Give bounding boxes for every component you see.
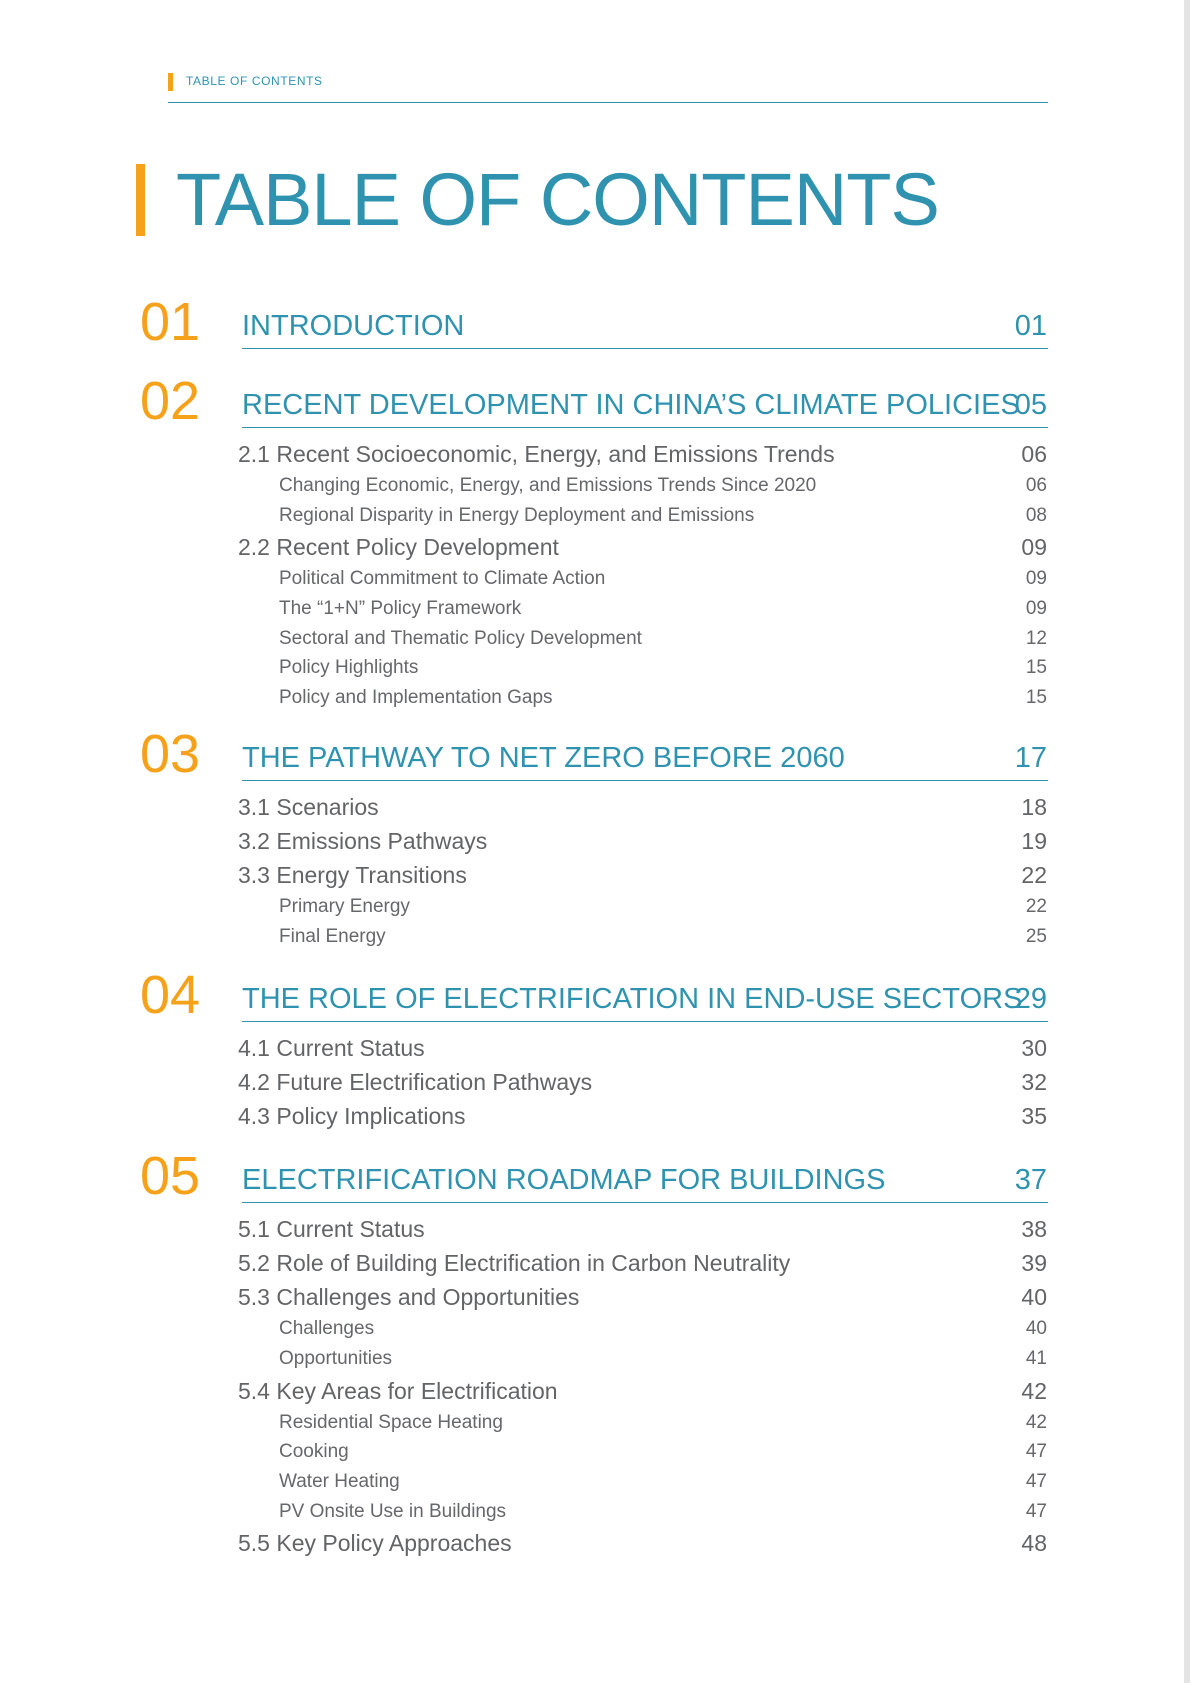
- chapter-title: THE ROLE OF ELECTRIFICATION IN END-USE SECTORS: [242, 983, 1023, 1015]
- entry-title: 4.3 Policy Implications: [238, 1103, 466, 1129]
- toc-subsection-entry[interactable]: [0, 892, 1190, 922]
- toc-subsection-entry[interactable]: [0, 594, 1190, 624]
- toc-subsection-entry[interactable]: [0, 653, 1190, 683]
- entry-title: 3.1 Scenarios: [238, 794, 379, 820]
- entry-title: Policy and Implementation Gaps: [279, 687, 553, 708]
- toc-subsection-entry[interactable]: [0, 624, 1190, 654]
- chapter-rule: [242, 427, 1048, 428]
- chapter-number: 01: [140, 292, 201, 352]
- entry-page-number: 15: [1025, 687, 1047, 708]
- entry-page-number: 22: [1021, 862, 1047, 888]
- toc-subsection-entry[interactable]: [0, 564, 1190, 594]
- toc-section-entry[interactable]: [0, 1528, 1190, 1558]
- entry-page-number: 06: [1025, 475, 1047, 496]
- entry-page-number: 47: [1025, 1501, 1047, 1522]
- chapter-number: 02: [140, 371, 201, 431]
- chapter-title: RECENT DEVELOPMENT IN CHINA’S CLIMATE POLICIES: [242, 389, 1020, 421]
- toc-subsection-entry[interactable]: [0, 922, 1190, 952]
- entry-title: 5.3 Challenges and Opportunities: [238, 1284, 580, 1310]
- entry-title: 5.1 Current Status: [238, 1216, 425, 1242]
- chapter-page-number: 01: [1014, 310, 1047, 342]
- entry-page-number: 41: [1025, 1348, 1047, 1369]
- entry-page-number: 38: [1021, 1216, 1047, 1242]
- chapter-rule: [242, 1202, 1048, 1203]
- toc-section-entry[interactable]: [0, 439, 1190, 469]
- toc-section-entry[interactable]: [0, 1033, 1190, 1063]
- toc-subsection-entry[interactable]: [0, 1497, 1190, 1527]
- entry-page-number: 32: [1021, 1069, 1047, 1095]
- toc-subsection-entry[interactable]: [0, 1408, 1190, 1438]
- toc-subsection-entry[interactable]: [0, 501, 1190, 531]
- toc-subsection-entry[interactable]: [0, 1437, 1190, 1467]
- entry-page-number: 12: [1025, 628, 1047, 649]
- page-title: TABLE OF CONTENTS: [176, 158, 939, 241]
- entry-page-number: 19: [1021, 828, 1047, 854]
- entry-title: The “1+N” Policy Framework: [279, 598, 522, 619]
- entry-title: Water Heating: [279, 1471, 400, 1492]
- chapter-heading[interactable]: [0, 965, 1190, 1031]
- entry-page-number: 35: [1021, 1103, 1047, 1129]
- entry-title: 5.4 Key Areas for Electrification: [238, 1378, 558, 1404]
- entry-page-number: 47: [1025, 1471, 1047, 1492]
- entry-page-number: 39: [1021, 1250, 1047, 1276]
- entry-title: 5.2 Role of Building Electrification in Carbon Neutrality: [238, 1250, 791, 1276]
- toc-section-entry[interactable]: [0, 792, 1190, 822]
- entry-page-number: 06: [1021, 441, 1047, 467]
- toc-section-entry[interactable]: [0, 1067, 1190, 1097]
- toc-section-entry[interactable]: [0, 826, 1190, 856]
- entry-page-number: 09: [1025, 568, 1047, 589]
- chapter-title: ELECTRIFICATION ROADMAP FOR BUILDINGS: [242, 1164, 886, 1196]
- entry-title: Sectoral and Thematic Policy Development: [279, 628, 642, 649]
- entry-title: Policy Highlights: [279, 657, 419, 678]
- toc-subsection-entry[interactable]: [0, 1467, 1190, 1497]
- entry-title: 2.2 Recent Policy Development: [238, 534, 559, 560]
- entry-title: Regional Disparity in Energy Deployment and Emissions: [279, 505, 755, 526]
- chapter-number: 04: [140, 965, 201, 1025]
- toc-section-entry[interactable]: [0, 1282, 1190, 1312]
- chapter-page-number: 29: [1014, 983, 1047, 1015]
- entry-page-number: 08: [1025, 505, 1047, 526]
- entry-title: Political Commitment to Climate Action: [279, 568, 606, 589]
- chapter-heading[interactable]: [0, 724, 1190, 790]
- entry-page-number: 40: [1025, 1318, 1047, 1339]
- entry-page-number: 09: [1021, 534, 1047, 560]
- entry-title: PV Onsite Use in Buildings: [279, 1501, 507, 1522]
- toc-subsection-entry[interactable]: [0, 471, 1190, 501]
- entry-page-number: 42: [1025, 1412, 1047, 1433]
- entry-title: Primary Energy: [279, 896, 410, 917]
- chapter-rule: [242, 348, 1048, 349]
- entry-title: 2.1 Recent Socioeconomic, Energy, and Emissions Trends: [238, 441, 835, 467]
- entry-page-number: 09: [1025, 598, 1047, 619]
- entry-title: Challenges: [279, 1318, 375, 1339]
- entry-title: Residential Space Heating: [279, 1412, 503, 1433]
- entry-page-number: 18: [1021, 794, 1047, 820]
- entry-page-number: 42: [1021, 1378, 1047, 1404]
- chapter-page-number: 17: [1014, 742, 1047, 774]
- chapter-heading[interactable]: [0, 1146, 1190, 1212]
- entry-title: 4.1 Current Status: [238, 1035, 425, 1061]
- chapter-number: 05: [140, 1146, 201, 1206]
- chapter-page-number: 37: [1014, 1164, 1047, 1196]
- entry-page-number: 15: [1025, 657, 1047, 678]
- chapter-heading[interactable]: [0, 292, 1190, 358]
- toc-section-entry[interactable]: [0, 860, 1190, 890]
- chapter-title: INTRODUCTION: [242, 310, 465, 342]
- toc-section-entry[interactable]: [0, 1376, 1190, 1406]
- entry-title: Opportunities: [279, 1348, 393, 1369]
- chapter-rule: [242, 1021, 1048, 1022]
- entry-page-number: 48: [1021, 1530, 1047, 1556]
- toc-subsection-entry[interactable]: [0, 1314, 1190, 1344]
- entry-title: Changing Economic, Energy, and Emissions Trends Since 2020: [279, 475, 817, 496]
- entry-title: Cooking: [279, 1441, 349, 1462]
- entry-title: 4.2 Future Electrification Pathways: [238, 1069, 593, 1095]
- toc-subsection-entry[interactable]: [0, 1344, 1190, 1374]
- toc-section-entry[interactable]: [0, 1214, 1190, 1244]
- entry-page-number: 47: [1025, 1441, 1047, 1462]
- chapter-page-number: 05: [1014, 389, 1047, 421]
- toc-section-entry[interactable]: [0, 532, 1190, 562]
- toc-section-entry[interactable]: [0, 1101, 1190, 1131]
- entry-title: 5.5 Key Policy Approaches: [238, 1530, 512, 1556]
- entry-title: 3.3 Energy Transitions: [238, 862, 467, 888]
- chapter-rule: [242, 780, 1048, 781]
- toc-subsection-entry[interactable]: [0, 683, 1190, 713]
- entry-title: 3.2 Emissions Pathways: [238, 828, 488, 854]
- chapter-number: 03: [140, 724, 201, 784]
- entry-page-number: 30: [1021, 1035, 1047, 1061]
- entry-page-number: 22: [1025, 896, 1047, 917]
- toc-section-entry[interactable]: [0, 1248, 1190, 1278]
- chapter-title: THE PATHWAY TO NET ZERO BEFORE 2060: [242, 742, 845, 774]
- entry-page-number: 25: [1025, 926, 1047, 947]
- chapter-heading[interactable]: [0, 371, 1190, 437]
- entry-title: Final Energy: [279, 926, 386, 947]
- running-header-label: TABLE OF CONTENTS: [186, 74, 323, 88]
- entry-page-number: 40: [1021, 1284, 1047, 1310]
